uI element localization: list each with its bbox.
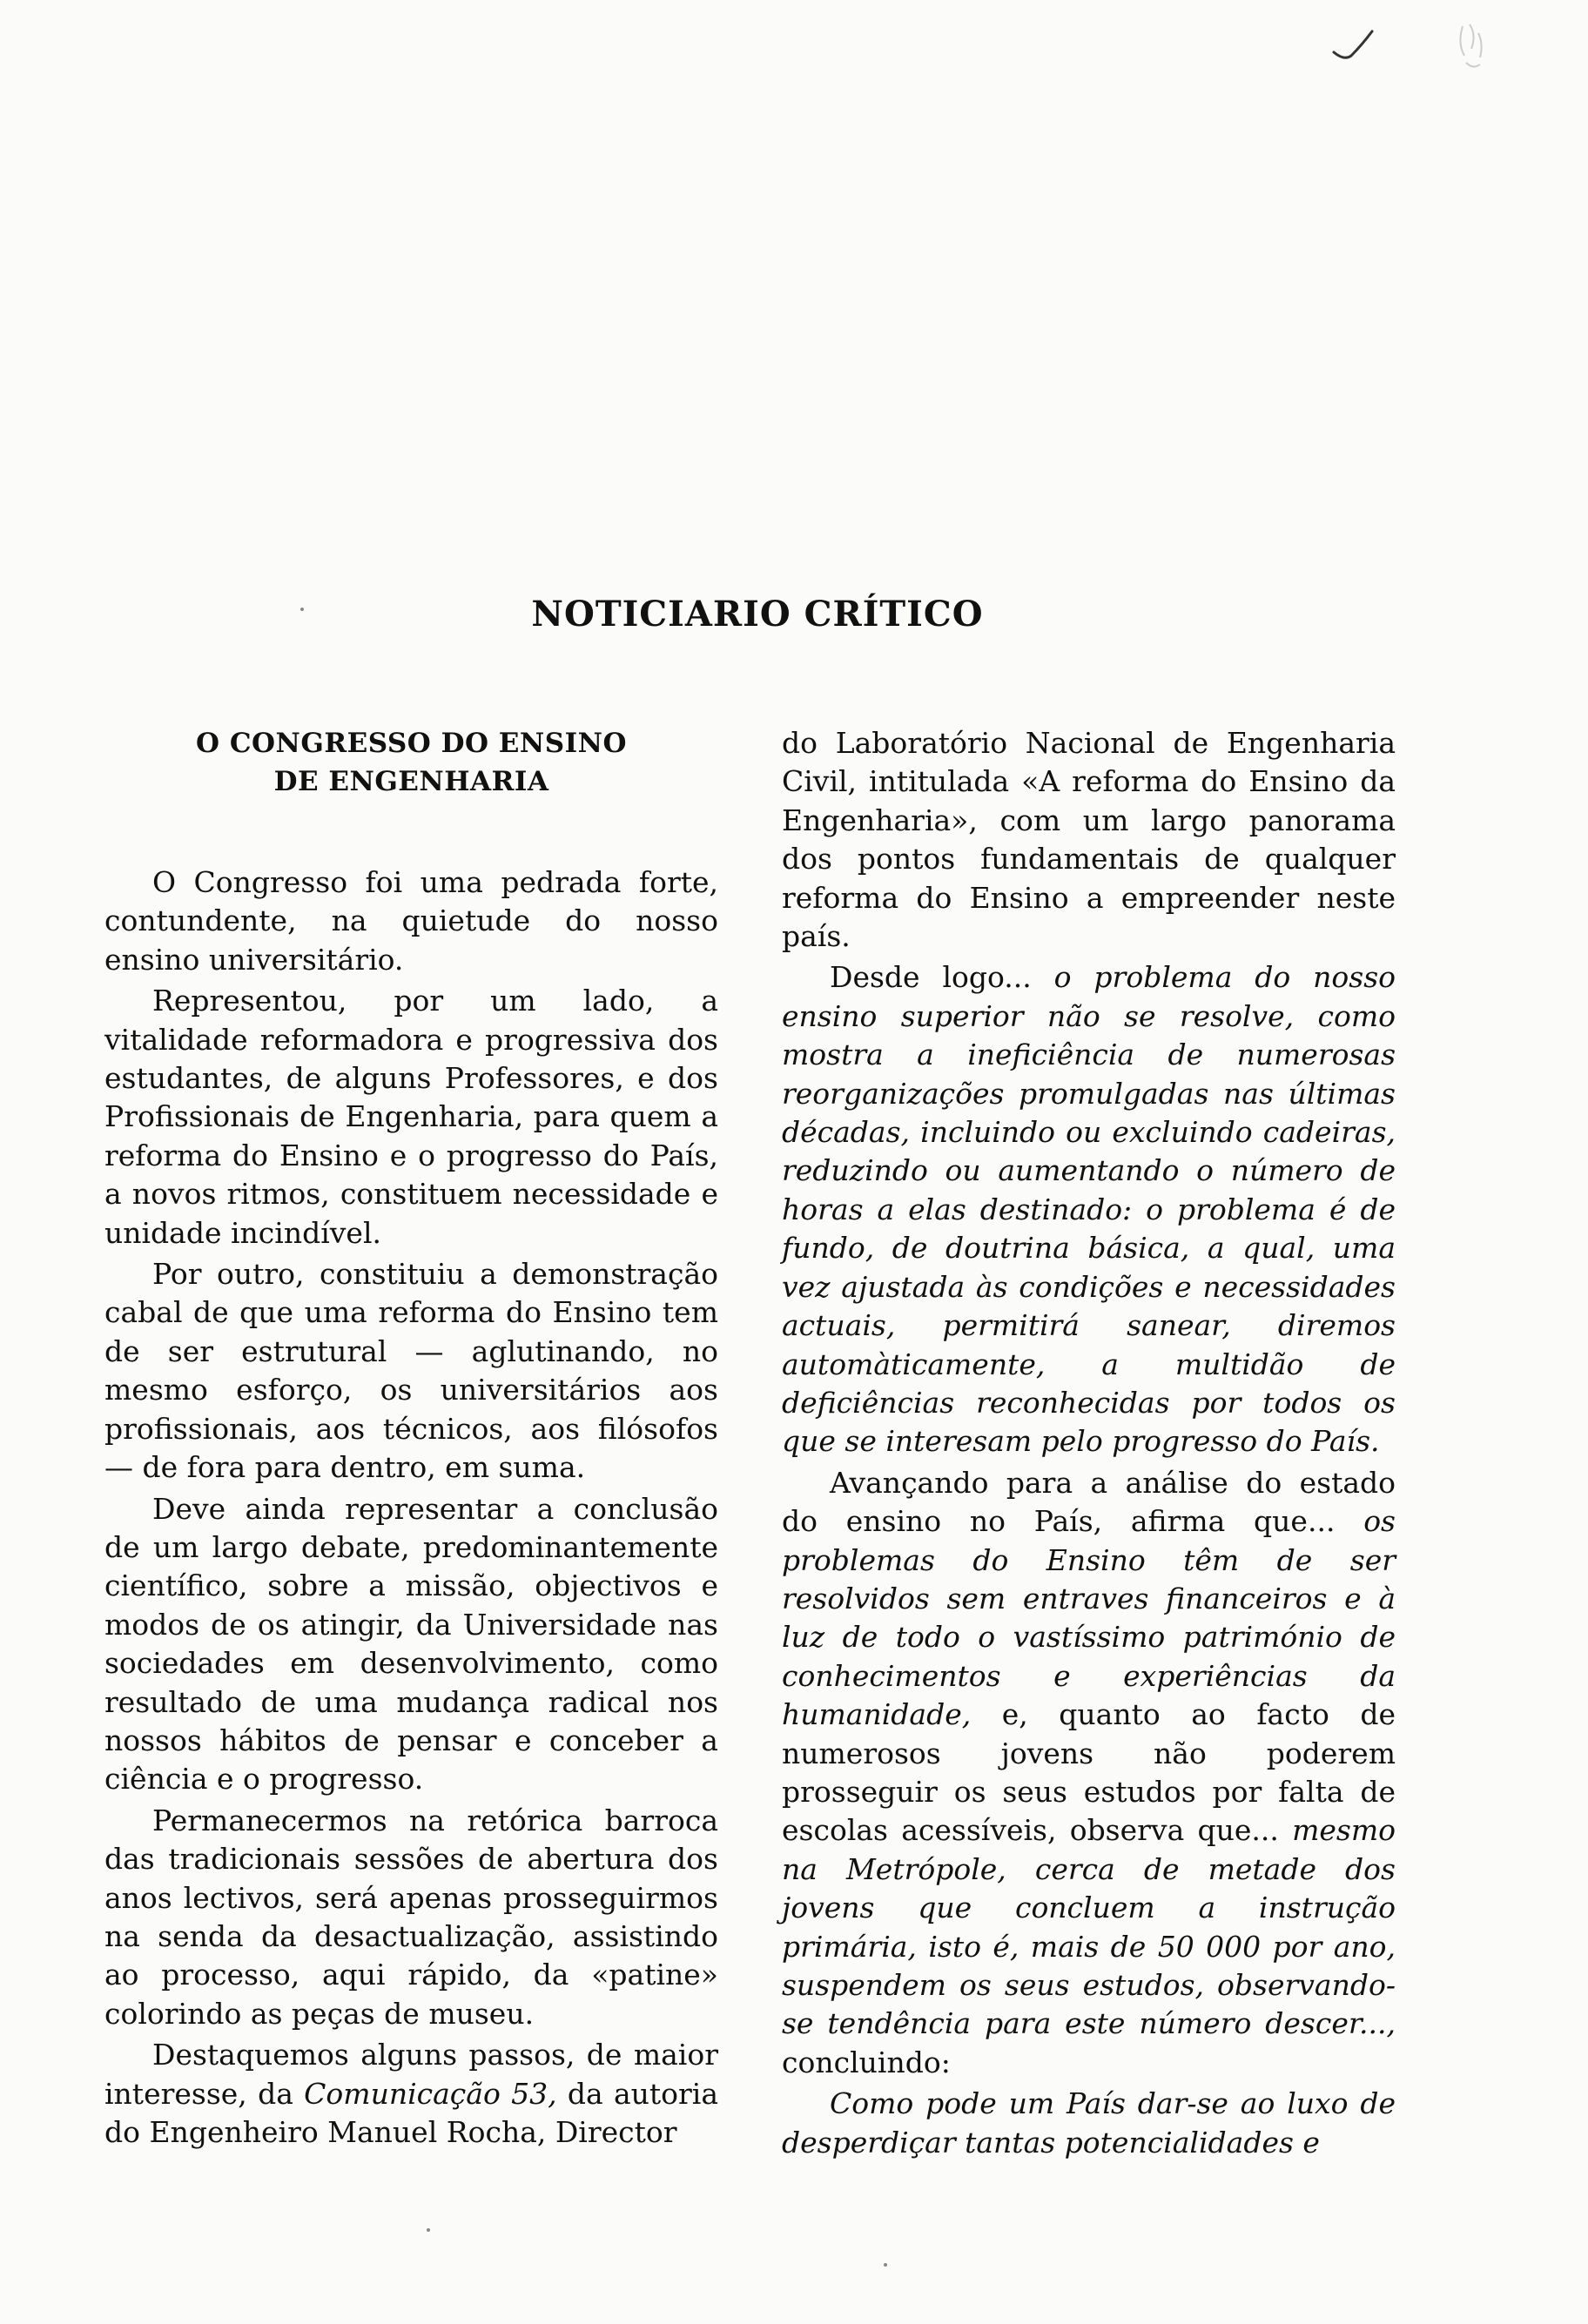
faint-stamp-mark — [1454, 17, 1489, 78]
paragraph: Permanecermos na retórica barroca das tradicionais sessões de abertura dos anos lectivos, será apenas prosseguirmos na senda da desactualização, assistindo ao processo, aqui rápido, da «patine» colorindo as peças de museu. — [104, 1803, 718, 2031]
paragraph-text: Avançando para a análise do estado do ensino no País, afirma que... — [782, 1465, 1396, 1539]
paragraph: O Congresso foi uma pedrada forte, contundente, na quietude do nosso ensino universitário. — [104, 865, 718, 977]
paragraph — [782, 1464, 1396, 2083]
paragraph: Representou, por um lado, a vitalidade reformadora e progressiva dos estudantes, de alguns Professores, e dos Profissionais de Engenharia, para quem a reforma do Ensino e o progresso do País, a novos ritmos, constituem necessidade e unidade incindível. — [104, 984, 718, 1250]
paragraph: Por outro, constituiu a demonstração cabal de que uma reforma do Ensino tem de ser estrutural — aglutinando, no mesmo esforço, os universitários aos profissionais, aos técnicos, aos filósofos — de fora para dentro, em suma. — [104, 1257, 718, 1485]
pen-check-mark — [1332, 26, 1374, 61]
paragraph-text: Destaquemos alguns passos, de maior interesse, da — [104, 2038, 718, 2111]
right-column — [782, 724, 1396, 2165]
section-title: NOTICIARIO CRÍTICO — [531, 594, 984, 635]
paragraph: do Laboratório Nacional de Engenharia Civil, intitulada «A reforma do Ensino da Engenharia», com um largo panorama dos pontos fundamentais de qualquer reforma do Ensino a empreender neste país. — [782, 726, 1396, 954]
speck — [884, 2263, 887, 2267]
paragraph-text: concluindo: — [782, 2045, 951, 2079]
italic-reference: Comunicação 53, — [304, 2076, 557, 2111]
paragraph — [782, 958, 1396, 1461]
paragraph — [104, 2036, 718, 2152]
speck — [427, 2228, 430, 2232]
paragraph: Deve ainda representar a conclusão de um largo debate, predominantemente científico, sobre a missão, objectivos e modos de os atingir, da Universidade nas sociedades em desenvolvimento, como resultado de uma mudança radical nos nossos hábitos de pensar e conceber a ciência e o progresso. — [104, 1491, 718, 1797]
italic-quote: os problemas do Ensino têm de ser resolvidos sem entraves financeiros e à luz de todo o vastíssimo património de conhecimentos e experiências da humanidade, — [782, 1504, 1396, 1732]
paragraph-text: da autoria do Engenheiro Manuel Rocha, Director — [104, 2076, 718, 2149]
article-title-line-1: O CONGRESSO DO ENSINO — [196, 728, 627, 759]
italic-quote: mesmo na Metrópole, cerca de metade dos jovens que concluem a instrução primária, isto é, mais de 50 000 por ano, suspendem os seus estudos, observando-se tendência para este número descer..., — [782, 1813, 1396, 2041]
article-title — [104, 724, 718, 801]
left-column — [104, 724, 718, 2154]
paragraph-text: e, quanto ao facto de numerosos jovens não poderem prosseguir os seus estudos por falta de escolas acessíveis, observa que... — [782, 1697, 1396, 1848]
speck — [300, 608, 304, 611]
article-title-line-2: DE ENGENHARIA — [273, 766, 549, 797]
italic-quote: o problema do nosso ensino superior não se resolve, como mostra a ineficiência de numerosas reorganizações promulgadas nas últimas décadas, incluindo ou excluindo cadeiras, reduzindo ou aumentando o número de horas a elas destinado: o problema é de fundo, de doutrina básica, a qual, uma vez ajustada às condições e necessidades actuais, permitirá sanear, diremos automàticamente, a multidão de deficiências reconhecidas por todos os que se interesam pelo progresso do País. — [782, 960, 1396, 1459]
paragraph-text: Desde logo... — [830, 960, 1054, 995]
italic-paragraph: Como pode um País dar-se ao luxo de desperdiçar tantas potencialidades e — [782, 2086, 1396, 2159]
